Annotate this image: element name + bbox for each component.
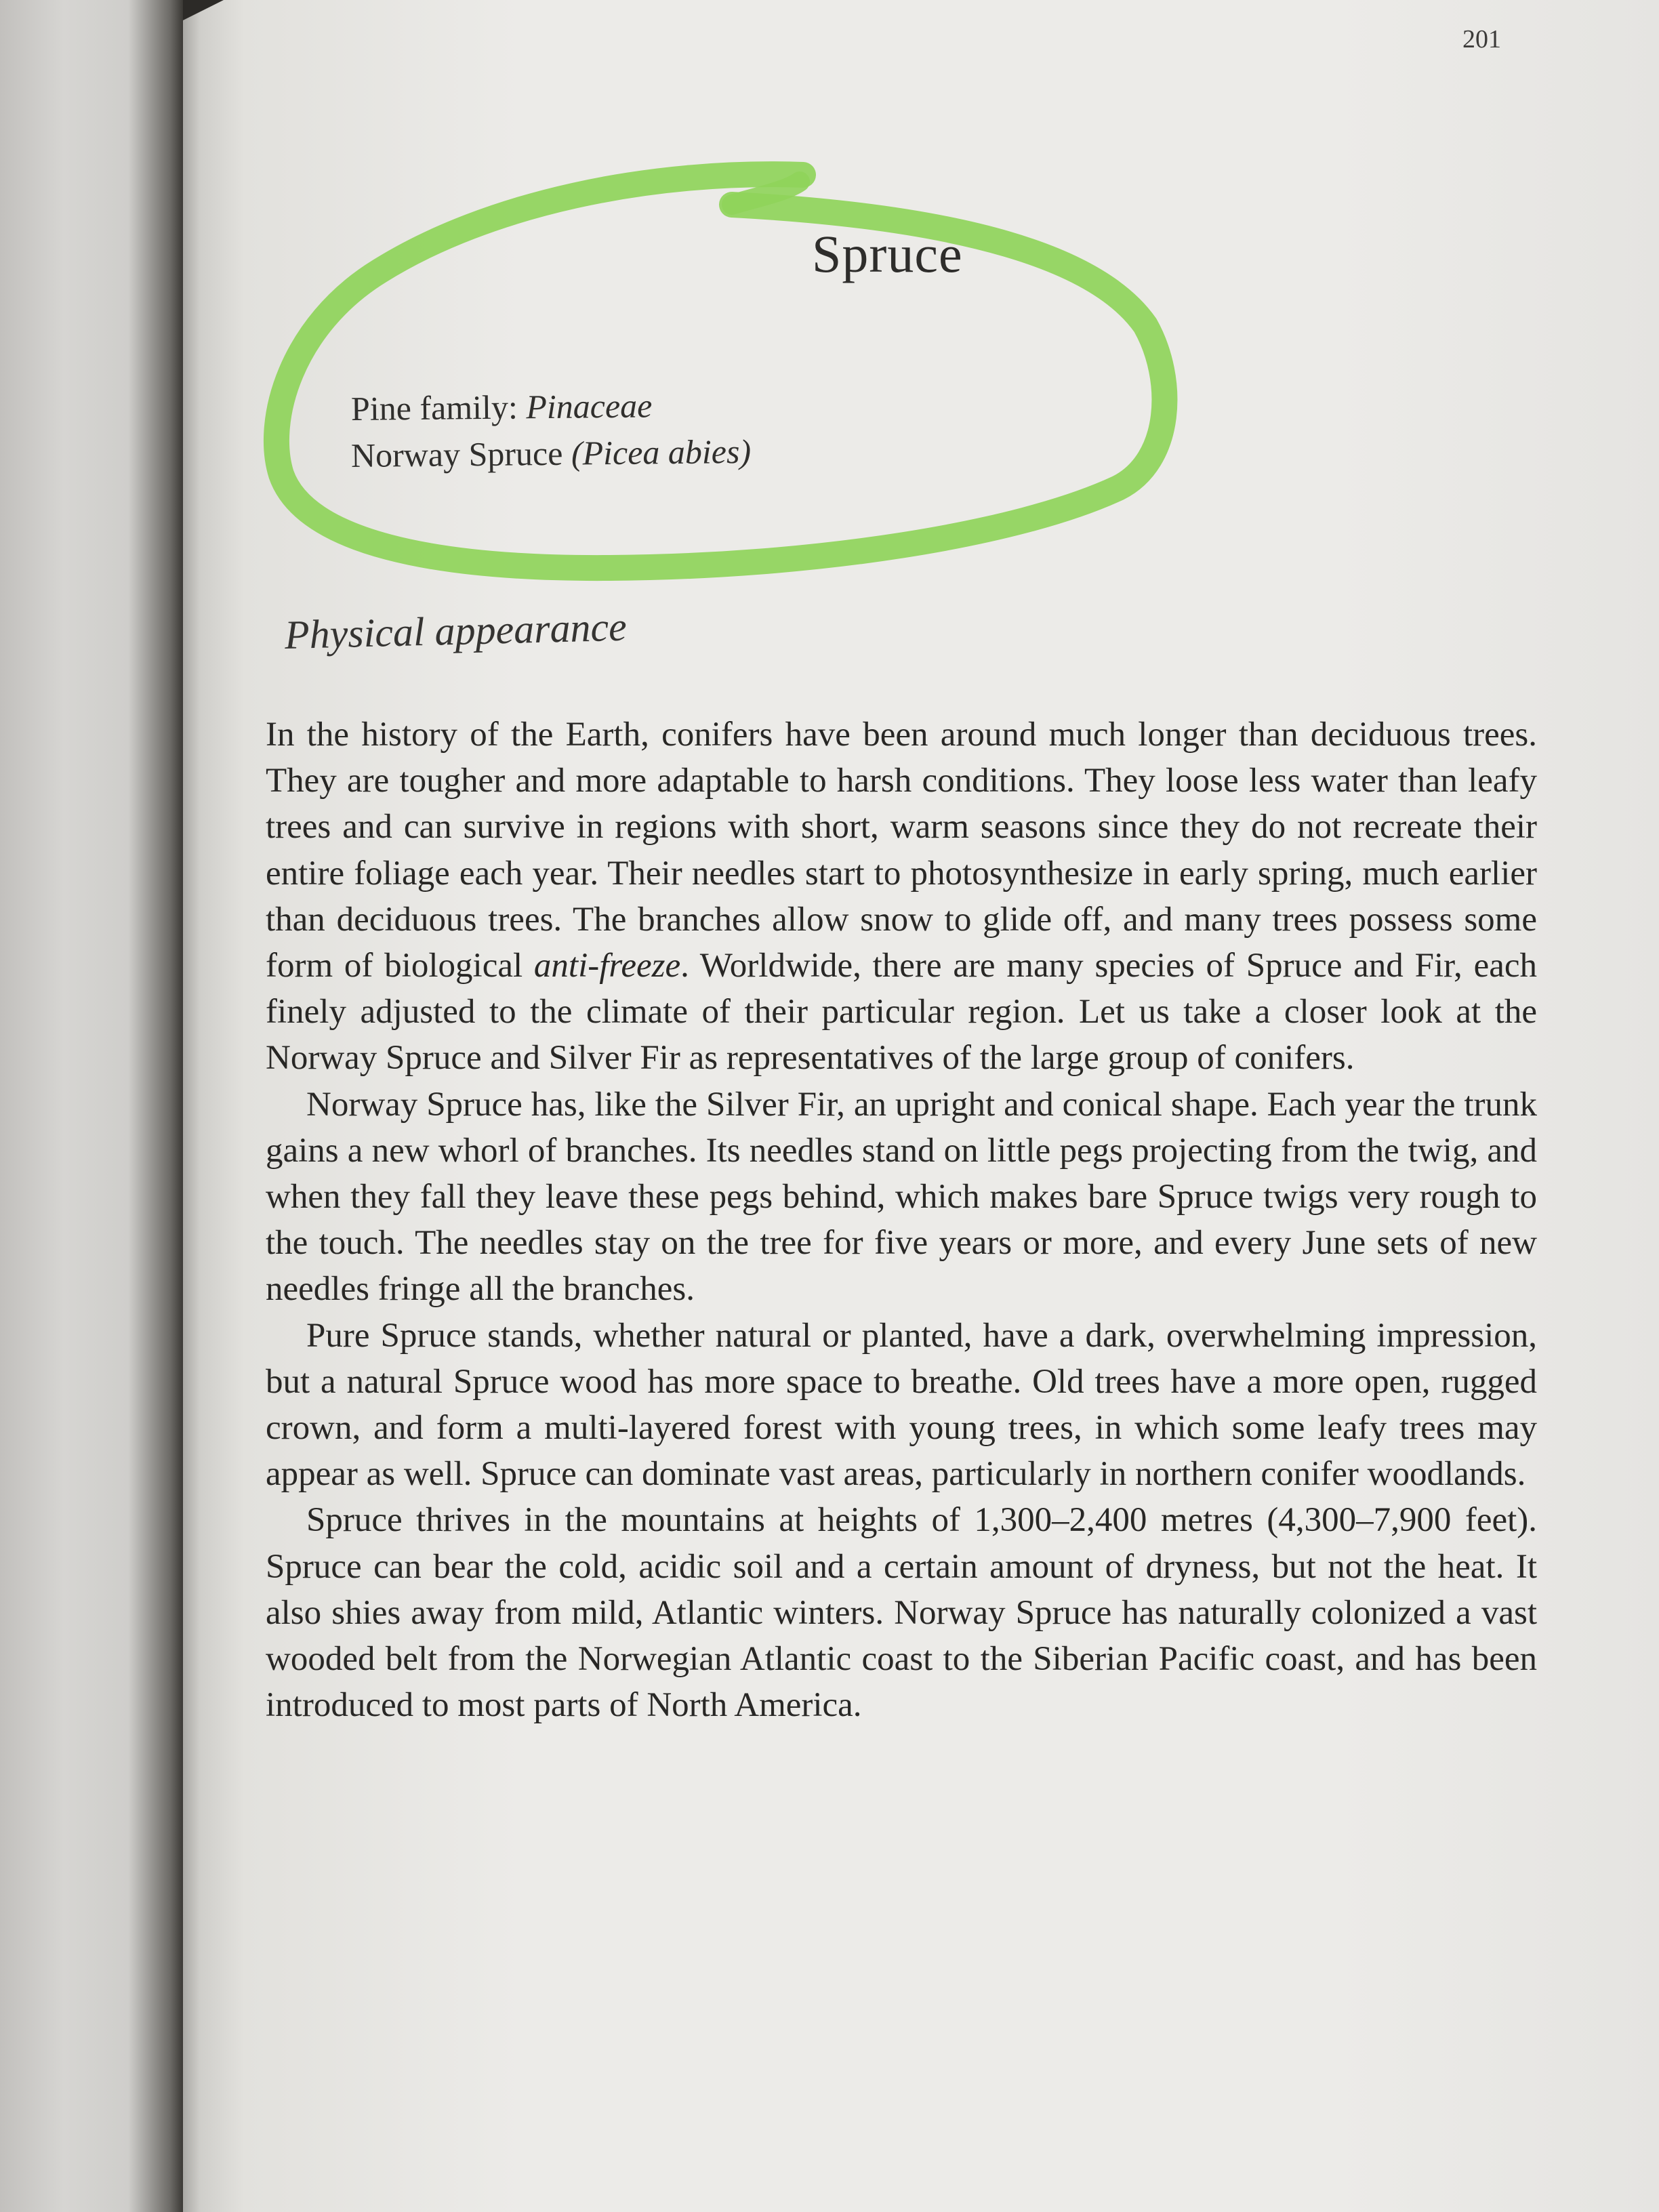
- paragraph-1-end: . Worldwide, there are many species of Spruce and Fir, each finely adjusted to the climate of their particular region. Let us take a closer look at the Norway Spruce and Silver Fir as representatives of the large group of conifers.: [266, 947, 1537, 1078]
- species-common-name: Norway Spruce: [350, 434, 572, 474]
- page-number: 201: [1462, 25, 1501, 54]
- body-text: [266, 712, 1537, 1728]
- family-name: Pinaceae: [526, 386, 653, 426]
- paragraph-1: [266, 712, 1537, 1082]
- section-heading: Physical appearance: [284, 604, 628, 657]
- family-label: Pine family:: [350, 388, 527, 428]
- family-line: [351, 386, 653, 428]
- paragraph-1-start: In the history of the Earth, conifers have been around much longer than deciduous trees. They are tougher and more adaptable to harsh conditions. They loose less water than leafy trees and can survive in regions with short, warm seasons since they do not recreate their entire foliage each year. Their needles start to photosynthesize in early spring, much earlier than deciduous trees. The branches allow snow to glide off, and many trees possess some form of biological: [266, 716, 1537, 985]
- paragraph-4: Spruce thrives in the mountains at heights of 1,300–2,400 metres (4,300–7,900 feet). Spruce can bear the cold, acidic soil and a certain amount of dryness, but not the heat. It also shies away from mild, Atlantic winters. Norway Spruce has naturally colonized a vast wooded belt from the Norwegian Atlantic coast to the Siberian Pacific coast, and has been introduced to most parts of North America.: [266, 1501, 1537, 1725]
- entry-title: Spruce: [812, 224, 963, 283]
- facing-page-edge: [0, 0, 183, 2212]
- paragraph-2: Norway Spruce has, like the Silver Fir, an upright and conical shape. Each year the trunk gains a new whorl of branches. Its needles stand on little pegs projecting from the twig, and when they fall they leave these pegs behind, which makes bare Spruce twigs very rough to the touch. The needles stay on the tree for five years or more, and every June sets of new needles fringe all the branches.: [266, 1085, 1537, 1309]
- paragraph-3: Pure Spruce stands, whether natural or planted, have a dark, overwhelming impression, but a natural Spruce wood has more space to breathe. Old trees have a more open, rugged crown, and form a multi-layered forest with young trees, in which some leafy trees may appear as well. Spruce can dominate vast areas, particularly in northern conifer woodlands.: [266, 1316, 1537, 1494]
- species-line: [351, 432, 752, 475]
- paragraph-1-emphasis: anti-freeze: [533, 947, 681, 985]
- species-latin-name: (Picea abies): [571, 432, 752, 472]
